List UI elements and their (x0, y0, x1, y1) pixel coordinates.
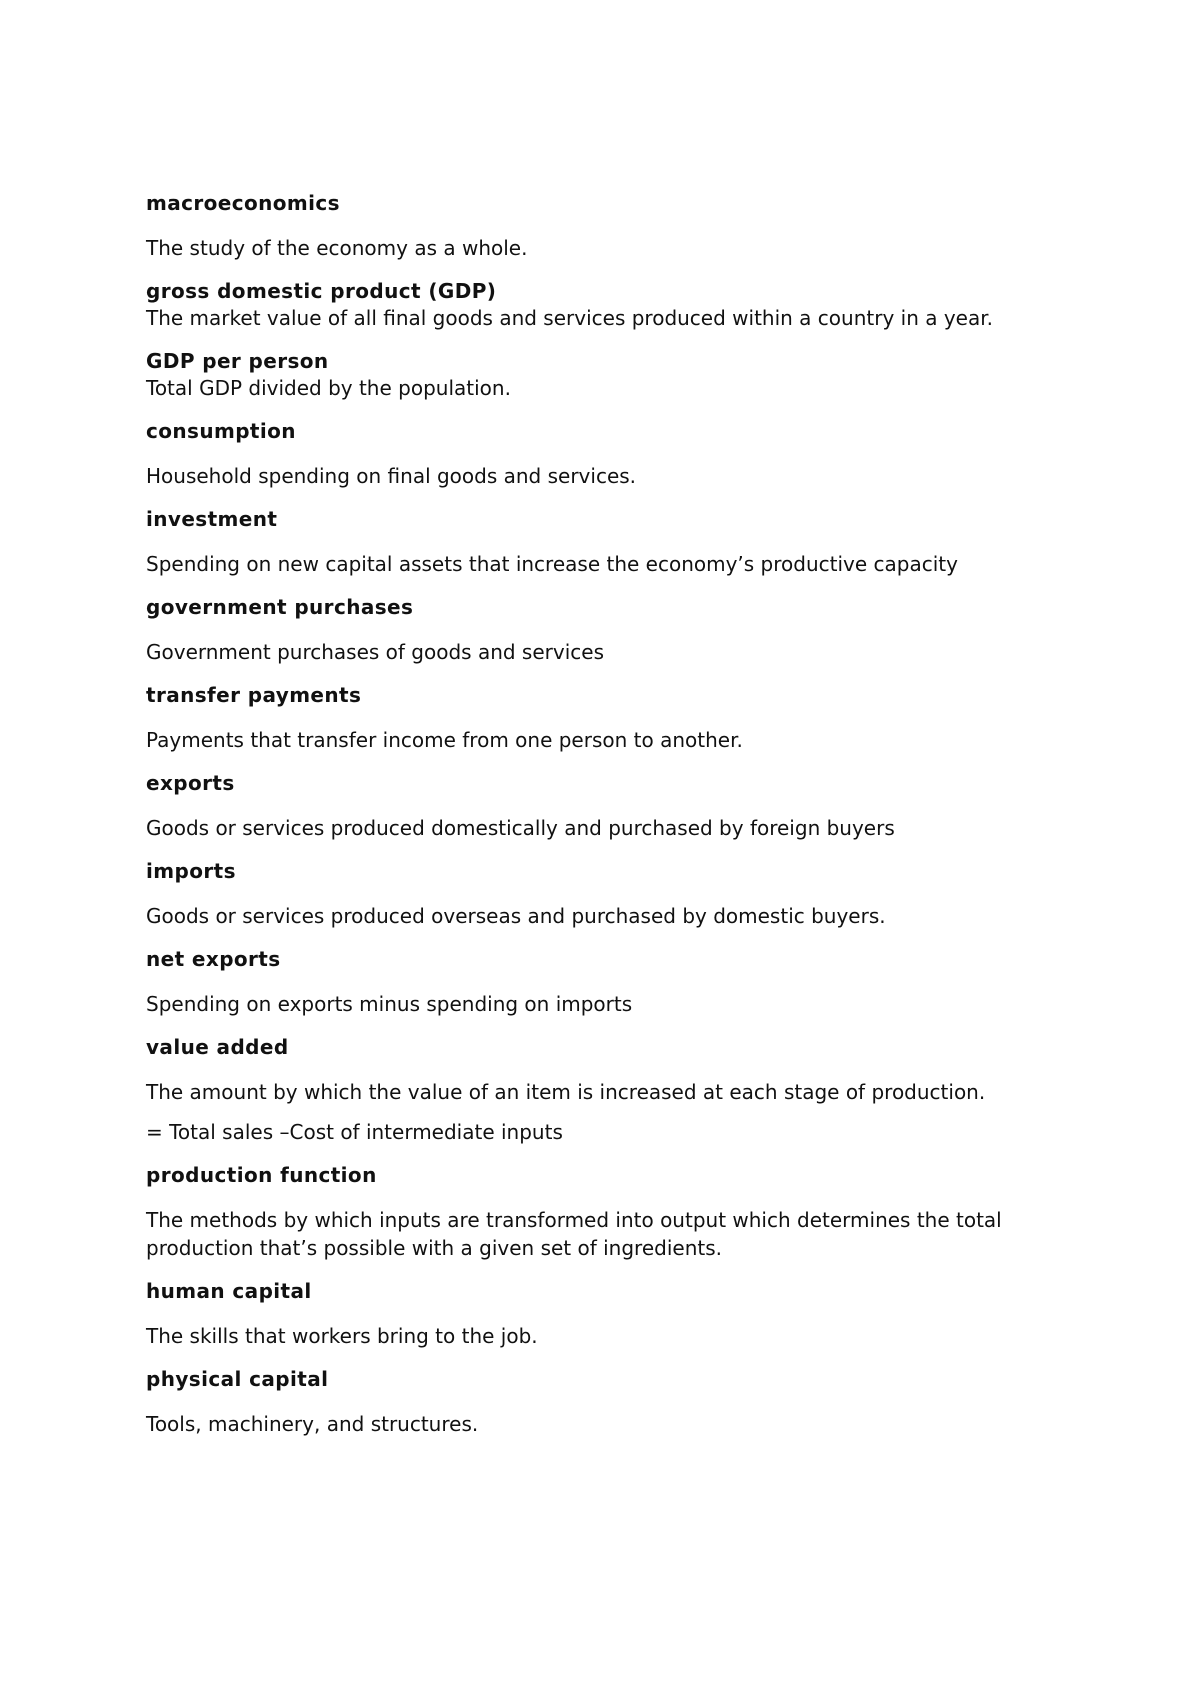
glossary-entry-exports (146, 770, 1076, 842)
term-definition: Payments that transfer income from one person to another. (146, 728, 743, 752)
term-definition: The skills that workers bring to the job. (146, 1324, 538, 1348)
glossary-entry-investment (146, 506, 1076, 578)
term-heading: gross domestic product (GDP) (146, 279, 497, 303)
term-heading: macroeconomics (146, 191, 340, 215)
document-page (146, 190, 1076, 1454)
term-definition: Spending on new capital assets that increase the economy’s productive capacity (146, 552, 958, 576)
glossary-entry-net-exports (146, 946, 1076, 1018)
term-formula: = Total sales –Cost of intermediate inputs (146, 1120, 563, 1144)
term-definition: The amount by which the value of an item is increased at each stage of production. (146, 1080, 986, 1104)
glossary-entry-value-added (146, 1034, 1076, 1146)
term-heading: exports (146, 771, 235, 795)
term-heading: human capital (146, 1279, 312, 1303)
term-definition: The study of the economy as a whole. (146, 236, 528, 260)
term-definition: Goods or services produced domestically and purchased by foreign buyers (146, 816, 895, 840)
term-definition: Tools, machinery, and structures. (146, 1412, 479, 1436)
term-definition: Goods or services produced overseas and purchased by domestic buyers. (146, 904, 886, 928)
term-heading: imports (146, 859, 236, 883)
term-heading: production function (146, 1163, 377, 1187)
term-heading: transfer payments (146, 683, 362, 707)
term-definition: Total GDP divided by the population. (146, 376, 511, 400)
term-definition: Spending on exports minus spending on imports (146, 992, 633, 1016)
term-heading: GDP per person (146, 349, 329, 373)
glossary-entry-gdp-per-person (146, 348, 1076, 402)
term-heading: value added (146, 1035, 289, 1059)
glossary-entry-macroeconomics (146, 190, 1076, 262)
term-definition: Household spending on final goods and services. (146, 464, 637, 488)
term-definition: The market value of all final goods and services produced within a country in a year. (146, 306, 993, 330)
glossary-entry-human-capital (146, 1278, 1076, 1350)
glossary-entry-transfer-payments (146, 682, 1076, 754)
term-heading: government purchases (146, 595, 414, 619)
term-definition: Government purchases of goods and services (146, 640, 604, 664)
term-definition: The methods by which inputs are transformed into output which determines the total production that’s possible with a given set of ingredients. (146, 1208, 1002, 1260)
glossary-entry-imports (146, 858, 1076, 930)
glossary-entry-physical-capital (146, 1366, 1076, 1438)
term-heading: net exports (146, 947, 281, 971)
term-heading: investment (146, 507, 278, 531)
glossary-entry-consumption (146, 418, 1076, 490)
term-heading: physical capital (146, 1367, 329, 1391)
term-heading: consumption (146, 419, 296, 443)
glossary-entry-gdp (146, 278, 1076, 332)
glossary-entry-government-purchases (146, 594, 1076, 666)
glossary-entry-production-function (146, 1162, 1076, 1262)
